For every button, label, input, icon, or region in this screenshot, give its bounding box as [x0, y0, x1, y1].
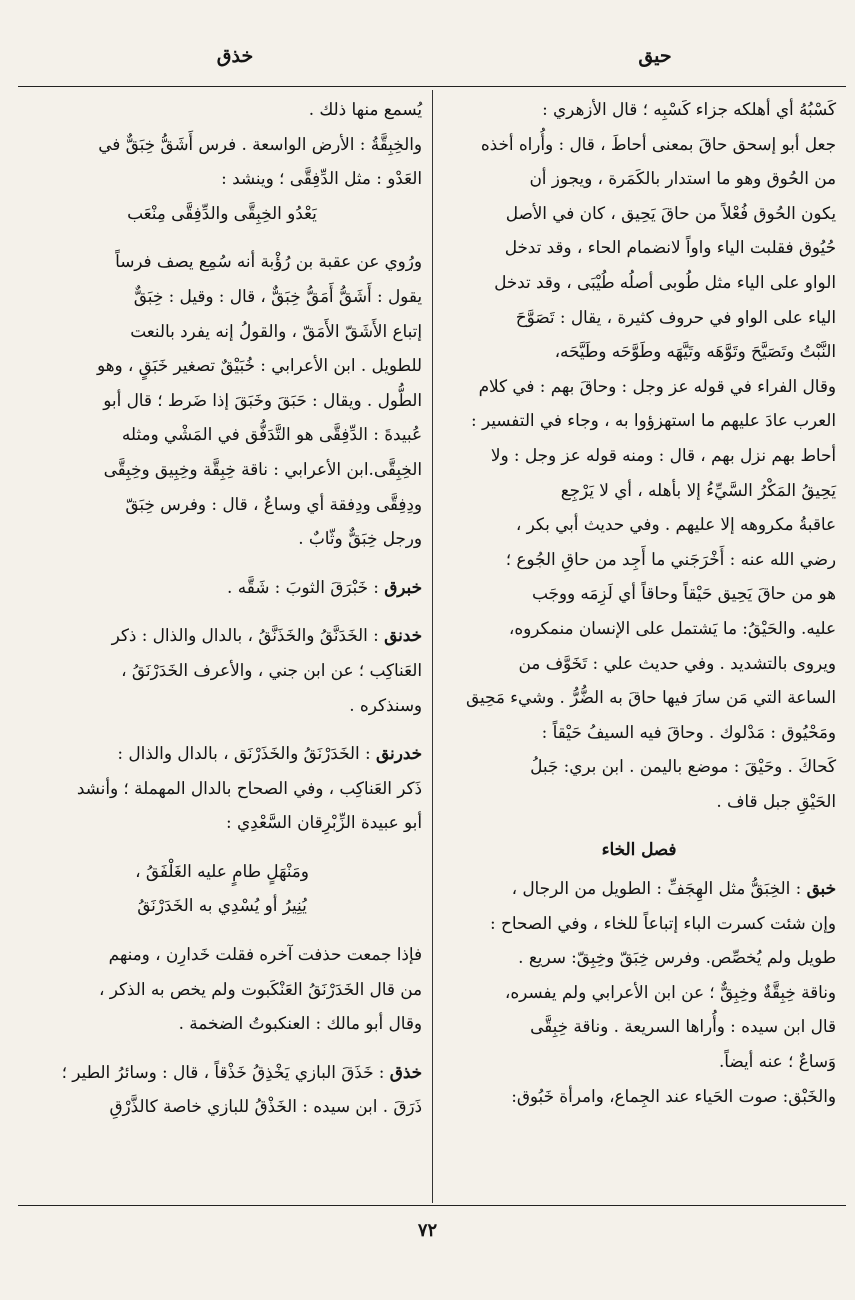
text-line: عُبيدةَ : الدِّفِقَّى هو التَّدَفُّق في المَشْي ومثله [121, 424, 422, 445]
text-line: يَحِيقُ المَكْرُ السَّيِّءُ إلا بأهله ، أي لا يَرْجِع [560, 479, 836, 500]
text-line: أبو عبيدة الزِّبْرِقان السَّعْدِي : [226, 812, 422, 833]
text-line: إتباع الأَشَقّ الأَمَقّ ، والقولُ إنه يفرد بالنعت [130, 320, 422, 341]
text-line: حُيُوق فقلبت الياء واواً لانضمام الحاء ، وقد تدخل [504, 237, 836, 258]
entry-text: : الخِبَقُّ مثل الهِجَفِّ : الطويل من الرجال ، [511, 878, 802, 899]
text-line: الساعة التي مَن سارَ فيها حاقَ به الضُّرُّ . وشيء مَحِيق [465, 687, 836, 708]
entry-khabraq [22, 570, 422, 605]
text-line: وناقة خِبِقَّةٌ وخِبِقٌّ ؛ عن ابن الأعرابي ولم يفسره، [504, 981, 836, 1002]
text-line: الواو على الياء مثل طُوبى أصلُه طُيْبَى ، وقد تدخل [494, 271, 836, 292]
text-line: ذَكر العَناكِب ، وفي الصحاح بالدال المهملة ؛ وأنشد [76, 777, 422, 798]
entry-text: : الخَدَرْنَقُ والخَذَرْنَق ، بالدال والذال : [117, 743, 371, 764]
text-line: العَدْو : مثل الدِّفِقَّى ؛ وينشد : [221, 168, 422, 189]
text-line: وسنذكره . [349, 694, 422, 715]
text-line: قال ابن سيده : وأُراها السريعة . وناقة خِبِقَّى [530, 1016, 836, 1037]
text-line: يكون الحُوق فُعْلاً من حاقَ يَحِيق ، كان في الأصل [505, 202, 836, 223]
text-line: النَّبْتُ وتَصَيَّحَ وتَوَّهَه وتَيَّهَه وطَوَّحَه وطَيَّحَه، [554, 341, 836, 362]
text-line: ومَحْيُوق : مَدْلوك . وحاقَ فيه السيفُ حَيْقاً : [541, 721, 836, 742]
text-line: ويروى بالتشديد . وفي حديث علي : تَخَوَّف من [518, 652, 836, 673]
text-line: ودِفِقَّى ودِفقة أي وساعٌ ، قال : وفرس خِبَقّ [125, 493, 422, 514]
left-running-header: خذق [216, 45, 254, 67]
text-line: وقال أبو مالك : العنكبوتُ الضخمة . [178, 1013, 422, 1034]
text-line: يقول : أَشَقُّ أَمَقُّ خِبَقٌّ ، قال : وقيل : خِبَقٌّ [133, 285, 422, 306]
verse-line: يُنِيرُ أو يُسْدِي به الخَدَرْنَقُ [137, 895, 307, 916]
text-line: من الحُوق وهو ما استدار بالكَمَرة ، ويجوز أن [529, 168, 836, 189]
text-line: كَسْبُهُ أي أهلكه جزاء كَسْبِه ؛ قال الأزهري : [542, 99, 836, 119]
column-divider [432, 90, 433, 1203]
entry-text: : الخَدَنَّقُ والخَذَنَّقُ ، بالدال والذال : ذكر [111, 625, 379, 646]
text-line: وَساعٌ ؛ عنه أيضاً. [718, 1051, 836, 1072]
text-line: ذَرَقَ . ابن سيده : الخَذْقُ للبازي خاصة كالذَّرْقِ [109, 1096, 422, 1117]
text-line: العرب عادَ عليهم ما استهزؤوا به ، وجاء في التفسير : [470, 410, 836, 431]
text-line: أحاط بهم نزل بهم ، قال : ومنه قوله عز وجل : ولا [490, 444, 836, 465]
top-rule [18, 86, 846, 87]
text-line: ورُوي عن عقبة بن رُؤْبة أنه سُمِع يصف فرساً [115, 251, 422, 272]
text-line: ورجل خِبَقٌّ وثّابٌ . [298, 528, 422, 549]
text-line: رضي الله عنه : أَخْرَجَني ما أَجِد من حاقِ الجُوع ؛ [505, 548, 836, 569]
text-line: للطويل . ابن الأعرابي : خُبَيْقٌ تصغير خَبَقٍ ، وهو [96, 355, 422, 376]
text-line: من قال الخَدَرْنَقُ العَنْكَبوت ولم يخص به الذكر ، [98, 978, 422, 999]
page-number: ٧٢ [417, 1220, 438, 1241]
text-line: هو من حاقَ يَحِيق حَيْقاً وحاقاً أي لَزِمَه ووجَب [531, 583, 836, 604]
text-line: العَناكِب ؛ عن ابن جني ، والأعرف الخَدَرْنَقُ ، [121, 659, 422, 680]
text-line: الحَيْقِ جبل قاف . [716, 790, 836, 811]
entry-khadranq-first-line [22, 736, 422, 771]
verse-line: ومَنْهَلٍ طامٍ عليه الغَلْفَقُ ، [135, 860, 309, 881]
text-line: الخِبِقَّى.ابن الأعرابي : ناقة خِبِقَّة وخِبِيق وخِبِقَّى [103, 458, 422, 479]
headword: خذق [389, 1061, 422, 1082]
right-column [442, 92, 836, 1113]
section-title: فصل الخاء [601, 839, 677, 860]
left-column [22, 92, 422, 1124]
text-line: يُسمع منها ذلك . [308, 99, 422, 119]
entry-khadnaq-first-line [22, 618, 422, 653]
text-line: وإن شئت كسرت الباء إتباعاً للخاء ، وفي الصحاح : [490, 912, 836, 933]
headword: خبق [806, 878, 836, 899]
headword: خدنق [384, 625, 422, 646]
entry-text: : خَذَقَ البازي يَخْذِقُ خَذْقاً ، قال : وسائرُ الطير ؛ [61, 1061, 385, 1082]
text-line: الياء على الواو في حروف كثيرة ، يقال : تَصَوَّحَ [515, 306, 836, 327]
bottom-rule [18, 1205, 846, 1206]
text-line: طويل ولم يُخصِّص. وفرس خِبَقّ وخِبِقّ: سريع . [518, 947, 836, 968]
text-line: والخَبْق: صوت الحَياء عند الجِماع، وامرأة خَبُوق: [511, 1085, 836, 1106]
text-line: فإذا جمعت حذفت آخره فقلت خَدارِن ، ومنهم [108, 944, 422, 965]
text-line: عليه. والحَيْقُ: ما يَشتمل على الإنسان منمكروه، [508, 617, 836, 638]
text-line: عاقبةُ مكروهه إلا عليهم . وفي حديث أبي بكر ، [515, 514, 836, 535]
text-line: وقال الفراء في قوله عز وجل : وحاقَ بهم : في كلام [478, 375, 836, 396]
text-line: جعل أبو إسحق حاقَ بمعنى أحاطَ ، قال : وأُراه أخذه [480, 133, 836, 154]
entry-text: : خَبْرَقَ الثوبَ : شَقَّه . [227, 576, 379, 597]
entry-khabiq-first-line [442, 871, 836, 906]
headword: خبرق [384, 576, 422, 597]
verse-line: يَعْدُو الخِبِقَّى والدِّفِقَّى مِنْعَب [127, 202, 317, 223]
text-line: كَحاكَ . وحَيْقَ : موضع باليمن . ابن بري: جَبلُ [530, 756, 836, 777]
entry-khadhaq-first-line [22, 1055, 422, 1090]
right-running-header: حيق [638, 45, 672, 67]
text-line: الطُّول . ويقال : حَبَقَ وخَبَقَ إذا ضَرط ؛ قال أبو [103, 389, 422, 410]
text-line: والخِبِقَّةُ : الأرض الواسعة . فرس أَشَقُّ خِبَقٌّ في [98, 133, 422, 154]
headword: خدرنق [376, 743, 422, 764]
